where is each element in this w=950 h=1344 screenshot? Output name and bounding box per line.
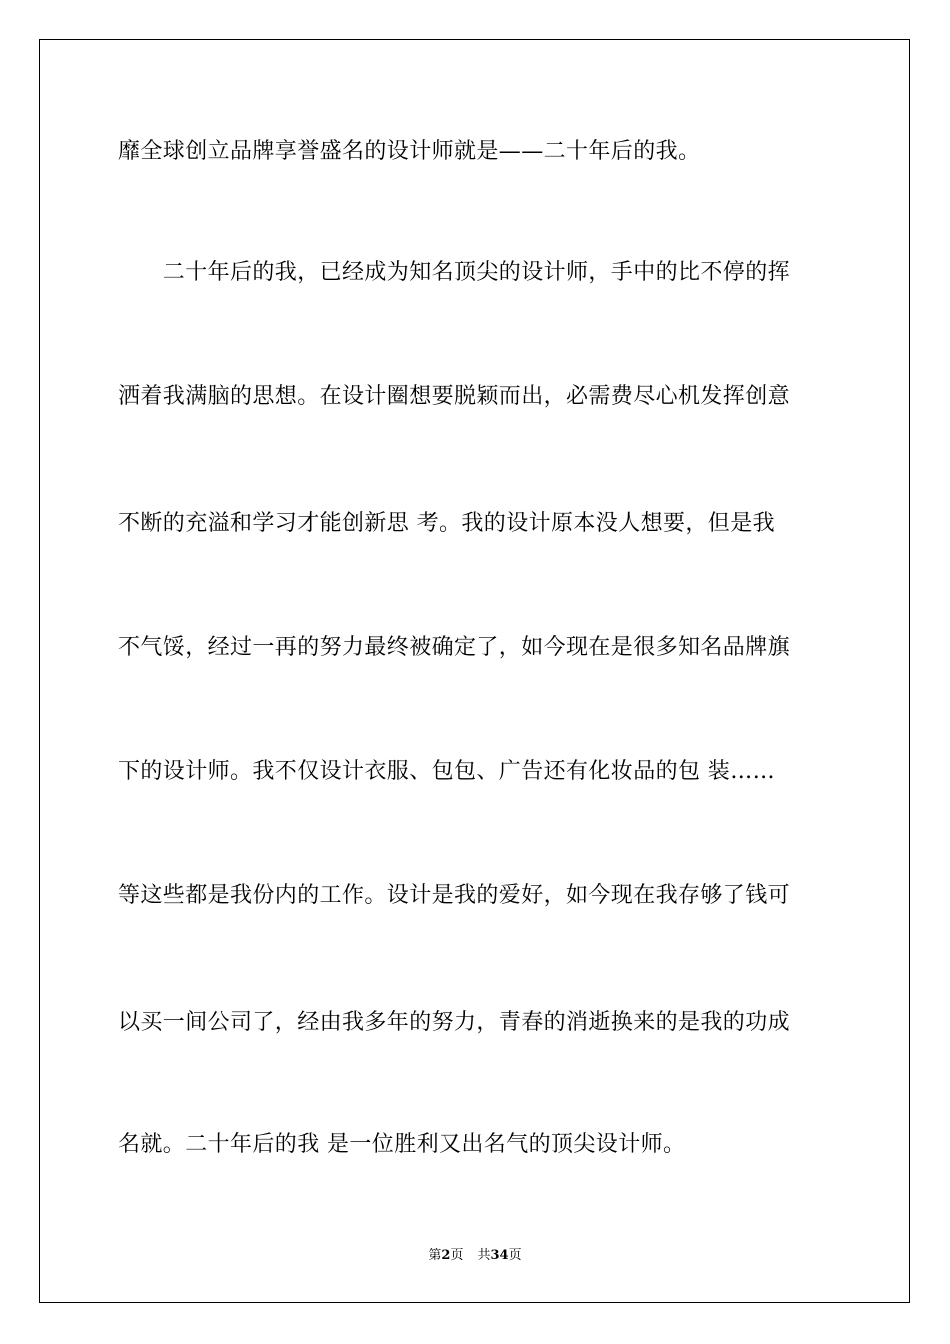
- paragraph-line: 洒着我满脑的思想。在设计圈想要脱颖而出，必需费尽心机发挥创意: [118, 384, 791, 409]
- paragraph-line: 二十年后的我，已经成为知名顶尖的设计师，手中的比不停的挥: [118, 260, 791, 285]
- page-label-prefix: 第: [428, 1248, 442, 1263]
- total-pages: 34: [490, 1248, 509, 1263]
- total-label-prefix: 共: [477, 1248, 491, 1263]
- page-border: [39, 39, 910, 1303]
- paragraph-line: 名就。二十年后的我 是一位胜利又出名气的顶尖设计师。: [118, 1132, 686, 1157]
- paragraph-line: 不断的充溢和学习才能创新思 考。我的设计原本没人想要，但是我: [118, 511, 775, 536]
- total-label-suffix: 页: [508, 1248, 522, 1263]
- paragraph-line: 靡全球创立品牌享誉盛名的设计师就是——二十年后的我。: [118, 139, 701, 164]
- paragraph-line: 等这些都是我份内的工作。设计是我的爱好，如今现在我存够了钱可: [118, 883, 791, 908]
- page-label-suffix: 页: [450, 1248, 464, 1263]
- paragraph-line: 下的设计师。我不仅设计衣服、包包、广告还有化妆品的包 装……: [118, 759, 775, 784]
- page-number: 2: [441, 1248, 451, 1263]
- paragraph-line: 以买一间公司了，经由我多年的努力，青春的消逝换来的是我的功成: [118, 1010, 791, 1035]
- paragraph-line: 不气馁，经过一再的努力最终被确定了，如今现在是很多知名品牌旗: [118, 635, 791, 660]
- page-footer: [0, 1247, 950, 1265]
